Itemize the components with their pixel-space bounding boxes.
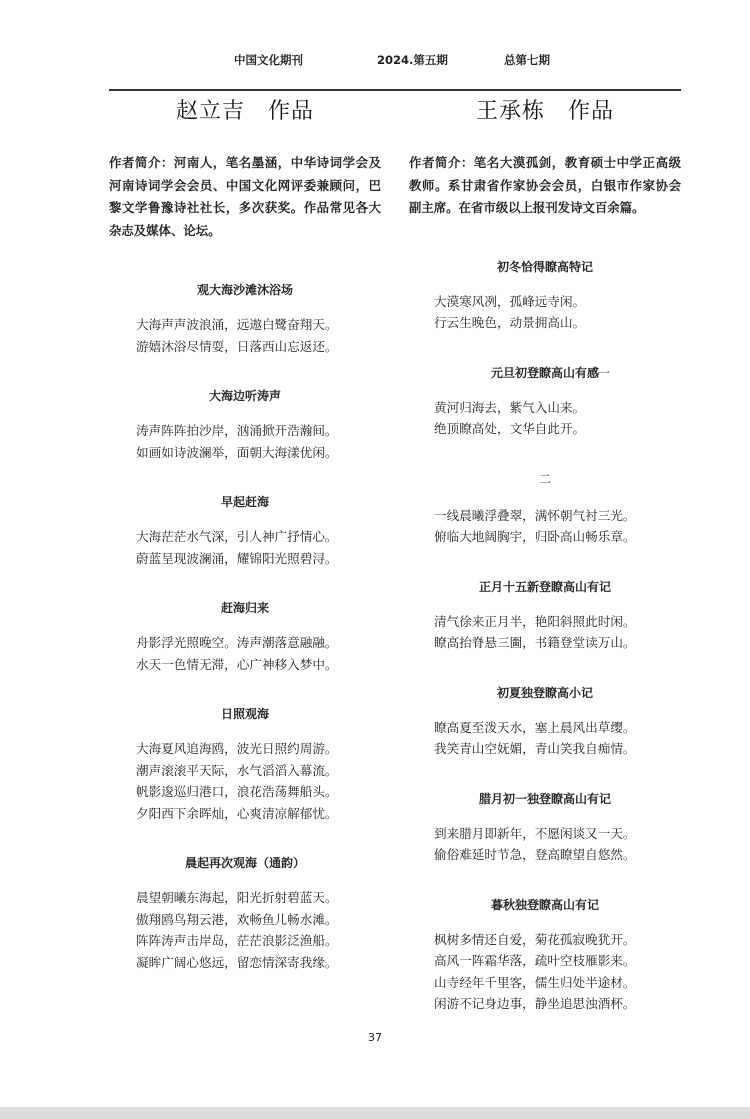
poem-line: 闲游不记身边事，静坐追思浊酒杯。 <box>434 996 636 1011</box>
poem-body <box>109 526 381 569</box>
poem-line: 如画如诗波澜举，面朝大海漾优闲。 <box>136 444 338 460</box>
poem-line: 阵阵涛声击岸岛，茫茫浪影泛渔船。 <box>136 933 338 948</box>
poem-title: 大海边听涛声 <box>208 389 281 403</box>
poem-body <box>409 505 681 548</box>
poem-body <box>109 738 381 824</box>
poem-title: 观大海沙滩沐浴场 <box>196 283 293 297</box>
poem-title: 正月十五新登瞭高山有记 <box>478 579 611 594</box>
poem-title: 早起赶海 <box>220 495 269 509</box>
poem-title: 日照观海 <box>220 707 269 721</box>
poem-body <box>409 929 681 1015</box>
poem-line: 游嬉沐浴尽情耍，日落西山忘返还。 <box>136 338 338 354</box>
poem-body <box>409 717 681 760</box>
journal-name: 中国文化期刊 <box>234 53 303 67</box>
poem-title: 晨起再次观海（通韵） <box>184 856 305 870</box>
poem-title: 赶海归来 <box>220 601 269 615</box>
poem-body <box>409 611 681 654</box>
poem-line: 涛声阵阵拍沙岸，汹涌掀开浩瀚间。 <box>136 423 338 438</box>
poem-title: 初冬恰得瞭高特记 <box>496 259 593 274</box>
page-header <box>0 52 750 72</box>
issue-number: 2024.第五期 <box>377 53 448 67</box>
author-title-right: 王承栋 作品 <box>475 99 614 124</box>
poem-line: 帆影逡巡归港口，浪花浩荡舞船头。 <box>136 784 338 799</box>
poem-title: 腊月初一独登瞭高山有记 <box>478 791 611 806</box>
poem-line: 大海夏风追海鸥，波光日照约周游。 <box>136 741 338 756</box>
poem-title: 元旦初登瞭高山有感 <box>490 365 599 380</box>
poem-line: 到来腊月即新年，不愿闲谈又一天。 <box>434 825 636 841</box>
poem-title: 暮秋独登瞭高山有记 <box>490 897 599 912</box>
poem-line: 清气徐来正月半，艳阳斜照此时闲。 <box>434 613 636 629</box>
poem-line: 高风一阵霜华落，疏叶空枝雁影来。 <box>434 953 636 968</box>
poem-line: 水天一色情无滞，心广神移入梦中。 <box>136 656 338 672</box>
left-column <box>109 92 381 1002</box>
poem-body <box>109 632 381 675</box>
poem-line: 凝眸广阔心悠远，留恋情深寄我缘。 <box>136 954 338 970</box>
poem-part-number: 二 <box>538 471 551 486</box>
header-rule <box>109 89 681 91</box>
bottom-band <box>0 1107 750 1119</box>
poem-body <box>409 397 681 440</box>
poem-line: 绝顶瞭高处，文华自此开。 <box>434 421 586 436</box>
poem-body <box>109 420 381 463</box>
poem-body <box>109 314 381 357</box>
page-number: 37 <box>368 1031 382 1044</box>
poem-body <box>409 291 681 334</box>
poem-list-left <box>109 280 381 973</box>
poem-line: 大海茫茫水气深，引人神广抒情心。 <box>136 529 338 544</box>
poem-part-number: 一 <box>598 365 611 380</box>
poem-line: 晨望朝曦东海起，阳光折射碧蓝天。 <box>136 890 338 905</box>
poem-line: 蔚蓝呈现波澜涌，耀锦阳光照碧浔。 <box>136 550 338 566</box>
poem-line: 瞭高抬脊悬三圗，书籍登堂读万山。 <box>434 635 636 650</box>
poem-line: 行云生晚色，动景拥高山。 <box>434 315 586 330</box>
poem-line: 俯临大地阔胸宇，归卧高山畅乐章。 <box>434 529 636 544</box>
author-title-left: 赵立吉 作品 <box>175 99 314 124</box>
right-column <box>409 92 681 1044</box>
poem-line: 傲翔鸥鸟翔云港，欢畅鱼儿畅水滩。 <box>136 911 338 927</box>
poem-body <box>109 887 381 973</box>
author-bio-left: 作者简介：河南人，笔名墨涵，中华诗词学会及河南诗词学会会员、中国文化网评委兼顾问，巴黎文学鲁豫诗社社长，多次获奖。作品常见各大杂志及媒体、论坛。 <box>109 155 381 238</box>
poem-line: 一线晨曦浮叠翠，满怀朝气衬三光。 <box>434 507 636 523</box>
poem-title: 初夏独登瞭高小记 <box>496 685 593 700</box>
poem-line: 大漠寒风冽，孤峰远寺闲。 <box>434 293 586 309</box>
poem-line: 偷俗难延时节急，登高瞭望自悠然。 <box>434 847 636 862</box>
poem-title-with-part <box>409 363 681 383</box>
poem-list-right <box>409 257 681 1015</box>
poem-body <box>409 823 681 866</box>
total-issue-number: 总第七期 <box>504 53 550 67</box>
poem-line: 潮声滚滚平天际，水气滔滔入幕流。 <box>136 762 338 778</box>
poem-line: 山寺经年千里客，儒生归处半途材。 <box>434 974 636 990</box>
author-bio-right: 作者简介：笔名大漠孤剑，教育硕士中学正高级教师。系甘肃省作家协会会员，白银市作家协会副主席。在省市级以上报刊发诗文百余篇。 <box>409 155 681 215</box>
poem-line: 大海声声波浪涌，远遨白鹭奋翔天。 <box>136 317 338 332</box>
poem-line: 我笑青山空妩媚，青山笑我自痴情。 <box>434 741 636 756</box>
poem-line: 黄河归海去，紫气入山来。 <box>434 399 586 415</box>
poem-line: 瞭高夏至泼天水，塞上晨风出草缨。 <box>434 719 636 735</box>
poem-line: 枫树多情还自爱，菊花孤寂晚犹开。 <box>434 931 636 947</box>
poem-line: 舟影浮光照晚空。涛声潮落意融融。 <box>136 635 338 650</box>
poem-line: 夕阳西下余晖灿，心爽清凉解郁忧。 <box>136 805 338 821</box>
